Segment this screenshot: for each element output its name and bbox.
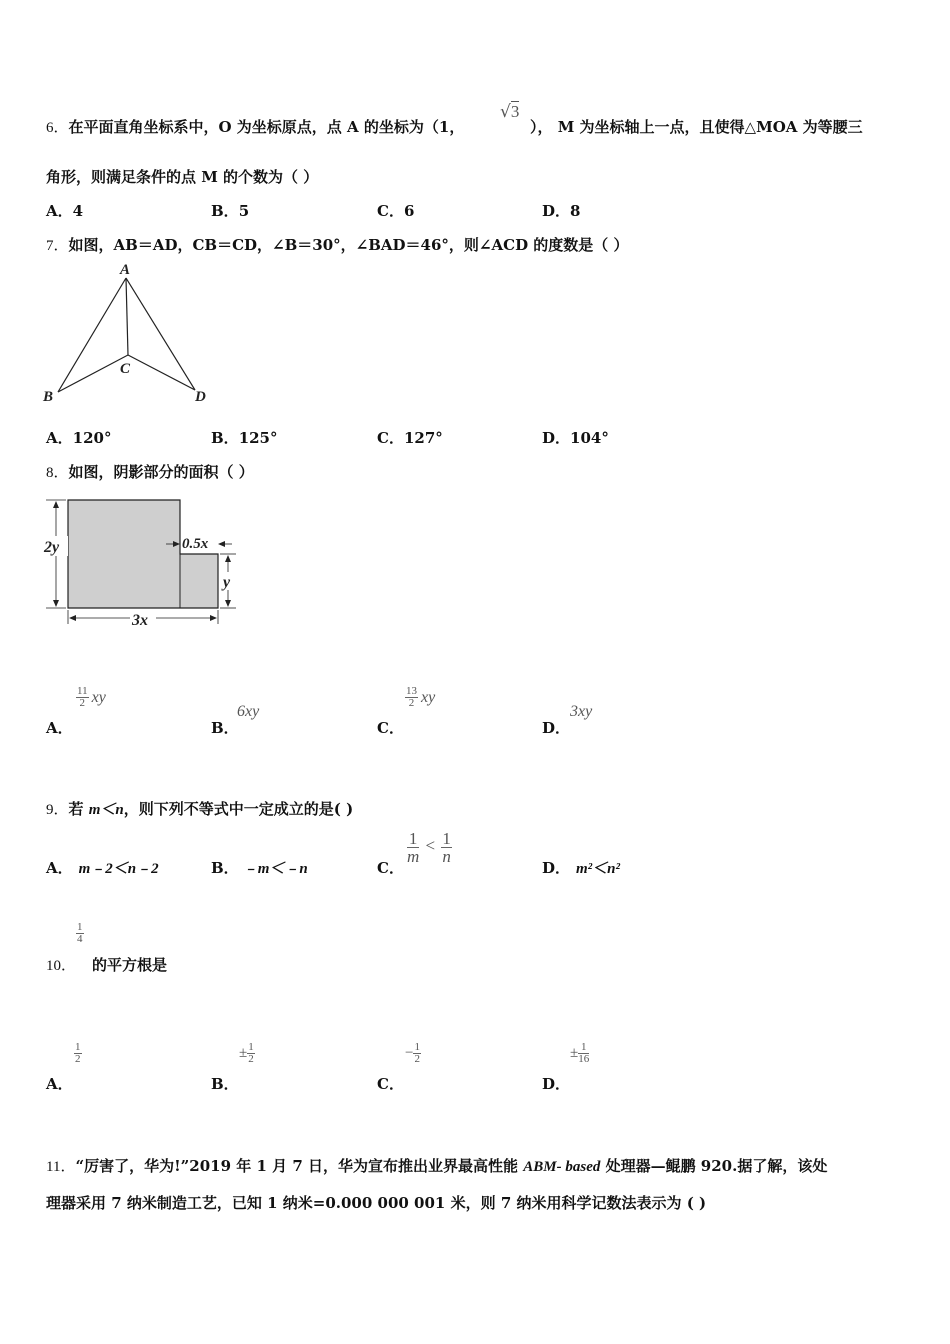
q9-option-d[interactable] [542, 857, 620, 878]
option-label: C． [377, 1075, 404, 1093]
option-label: D． [542, 202, 571, 220]
option-label: A． [46, 1075, 73, 1093]
plus-minus-icon: ± [239, 1045, 248, 1061]
option-label: B． [211, 202, 239, 220]
fraction-denominator: 16 [578, 1053, 590, 1065]
point-label-d: D [195, 389, 206, 405]
segment-ab [58, 278, 126, 392]
dim-right-label: y [223, 574, 231, 591]
fraction-numerator: 13 [406, 685, 417, 697]
option-expr [239, 1042, 255, 1065]
point-label-b: B [43, 389, 54, 405]
q11-text-part2: 处理器—鲲鹏 920.据了解，该处 [600, 1157, 828, 1175]
q7-option-a[interactable] [46, 427, 111, 448]
q7-option-d[interactable] [542, 427, 609, 448]
sqrt-icon: √ [500, 102, 511, 122]
option-expr: 6xy [237, 703, 260, 720]
option-value: 4 [72, 202, 84, 220]
shaded-region [68, 500, 218, 608]
relation-symbol: < [425, 836, 436, 856]
q6-text-part1: 在平面直角坐标系中，O 为坐标原点，点 A 的坐标为（1， [68, 118, 465, 136]
option-value: 120° [72, 429, 112, 447]
fraction [407, 830, 419, 865]
option-value: m﹣2＜n﹣2 [78, 861, 159, 877]
fraction-denominator: 2 [408, 697, 415, 709]
option-label: A． [46, 719, 73, 737]
fraction-denominator: 2 [75, 1053, 81, 1065]
q6-option-d[interactable] [542, 200, 580, 221]
plus-minus-icon: ± [570, 1045, 579, 1061]
fraction [247, 1042, 255, 1065]
option-label: B． [211, 429, 239, 447]
option-variable: xy [91, 688, 106, 706]
q7-number: 7． [46, 238, 69, 254]
option-label: A． [46, 202, 73, 220]
q6-line2: 角形，则满足条件的点 M 的个数为（ ） [46, 168, 319, 186]
q7-option-c[interactable] [377, 427, 443, 448]
q11-line1 [46, 1155, 827, 1176]
fraction-denominator: 2 [248, 1053, 254, 1065]
q9-text-post: ，则下列不等式中一定成立的是( ) [123, 800, 354, 818]
dim-step-label: 0.5x [182, 536, 209, 552]
q11-number: 11． [46, 1159, 76, 1175]
fraction-numerator: 1 [75, 1041, 81, 1053]
dim-left-label: 2y [44, 539, 60, 556]
fraction-numerator: 1 [408, 829, 418, 848]
q9-number: 9． [46, 802, 69, 818]
fraction-numerator: 1 [578, 1042, 589, 1054]
option-label: B． [211, 1075, 239, 1093]
q9-text-pre: 若 [68, 800, 89, 818]
fraction-numerator: 1 [77, 921, 83, 933]
fraction-denominator: n [442, 847, 451, 866]
minus-icon: − [405, 1045, 414, 1061]
option-expr [74, 1042, 82, 1065]
q11-line2: 理器采用 7 纳米制造工艺，已知 1 纳米=0.000 000 001 米，则 7 纳米用科学记数法表示为 ( ) [46, 1194, 707, 1212]
dim-bottom-label: 3x [132, 612, 148, 629]
q9-option-b[interactable] [211, 857, 308, 878]
fraction-numerator: 1 [248, 1041, 254, 1053]
q8-text: 如图，阴影部分的面积（ ） [68, 463, 254, 481]
q10-text: 的平方根是 [92, 956, 168, 974]
segment-ac [126, 278, 128, 355]
q11-italic-term: ABM- based [523, 1159, 601, 1175]
q6-line1-rest: ）， M 为坐标轴上一点，且使得△MOA 为等腰三 [530, 118, 863, 136]
q9-option-a[interactable] [46, 857, 159, 878]
fraction-denominator: 2 [414, 1053, 420, 1065]
point-label-c: C [120, 361, 131, 377]
q11-text-part1: “厉害了，华为!”2019 年 1 月 7 日，华为宣布推出业界最高性能 [75, 1157, 524, 1175]
option-variable: xy [421, 688, 436, 706]
fraction [413, 1042, 421, 1065]
q7-option-b[interactable] [211, 427, 278, 448]
option-label: D． [542, 719, 571, 737]
q7-stem [46, 234, 629, 255]
option-label: D． [542, 429, 571, 447]
fraction [76, 686, 89, 709]
option-label: C． [377, 429, 404, 447]
q8-figure [42, 492, 242, 632]
q6-option-a[interactable] [46, 200, 83, 221]
q6-line1 [46, 116, 464, 137]
fraction-numerator: 1 [442, 829, 451, 848]
option-expr [405, 1042, 421, 1065]
option-expr [570, 1042, 589, 1065]
q10-number: 10． [46, 958, 77, 974]
q8-number: 8． [46, 465, 69, 481]
q6-option-c[interactable] [377, 200, 414, 221]
arrow-left-icon [218, 541, 225, 547]
segment-cd [128, 355, 195, 390]
option-value: 8 [570, 202, 581, 220]
option-label: A． [46, 859, 73, 877]
option-value: 127° [403, 429, 443, 447]
option-expr: 3xy [570, 703, 593, 720]
q6-sqrt [500, 102, 519, 122]
option-label: C． [377, 202, 404, 220]
fraction-denominator: 4 [77, 933, 83, 945]
segment-ad [126, 278, 195, 390]
arrow-down-icon [53, 600, 59, 607]
fraction-numerator: 1 [414, 1041, 420, 1053]
option-label: D． [542, 1075, 571, 1093]
option-expr [405, 686, 435, 709]
option-label: C． [377, 859, 404, 877]
option-expr [407, 830, 452, 865]
q9-condition: m＜n [88, 802, 124, 818]
fraction [405, 686, 418, 709]
option-label: D． [542, 859, 571, 877]
option-expr [76, 686, 106, 709]
arrow-down-icon [225, 600, 231, 607]
q7-figure [40, 258, 220, 408]
point-label-a: A [120, 262, 131, 278]
q10-stem [46, 922, 346, 972]
fraction-denominator: 2 [79, 697, 86, 709]
option-value: 125° [238, 429, 278, 447]
option-value: 104° [570, 429, 609, 447]
option-value: 6 [403, 202, 415, 220]
fraction [578, 1042, 589, 1065]
q6-number: 6． [46, 120, 69, 136]
option-value: m²＜n² [576, 861, 621, 877]
arrow-left-icon [69, 615, 76, 621]
q10-fraction [76, 922, 84, 945]
option-label: B． [211, 719, 239, 737]
q6-sqrt-arg: 3 [510, 102, 520, 121]
q9-stem [46, 798, 353, 819]
q8-stem [46, 461, 254, 482]
fraction-numerator: 11 [77, 685, 88, 697]
arrow-right-icon [210, 615, 217, 621]
fraction [441, 830, 452, 865]
fraction-denominator: m [407, 847, 420, 866]
option-label: B． [211, 859, 239, 877]
arrow-up-icon [53, 501, 59, 508]
fraction [74, 1042, 82, 1065]
option-label: C． [377, 719, 404, 737]
option-value: ﹣m＜﹣n [242, 861, 308, 877]
arrow-up-icon [225, 555, 231, 562]
q6-option-b[interactable] [211, 200, 249, 221]
option-value: 5 [238, 202, 250, 220]
option-label: A． [46, 429, 73, 447]
q7-text: 如图，AB＝AD，CB＝CD，∠B＝30°，∠BAD＝46°，则∠ACD 的度数是（ ） [68, 236, 629, 254]
